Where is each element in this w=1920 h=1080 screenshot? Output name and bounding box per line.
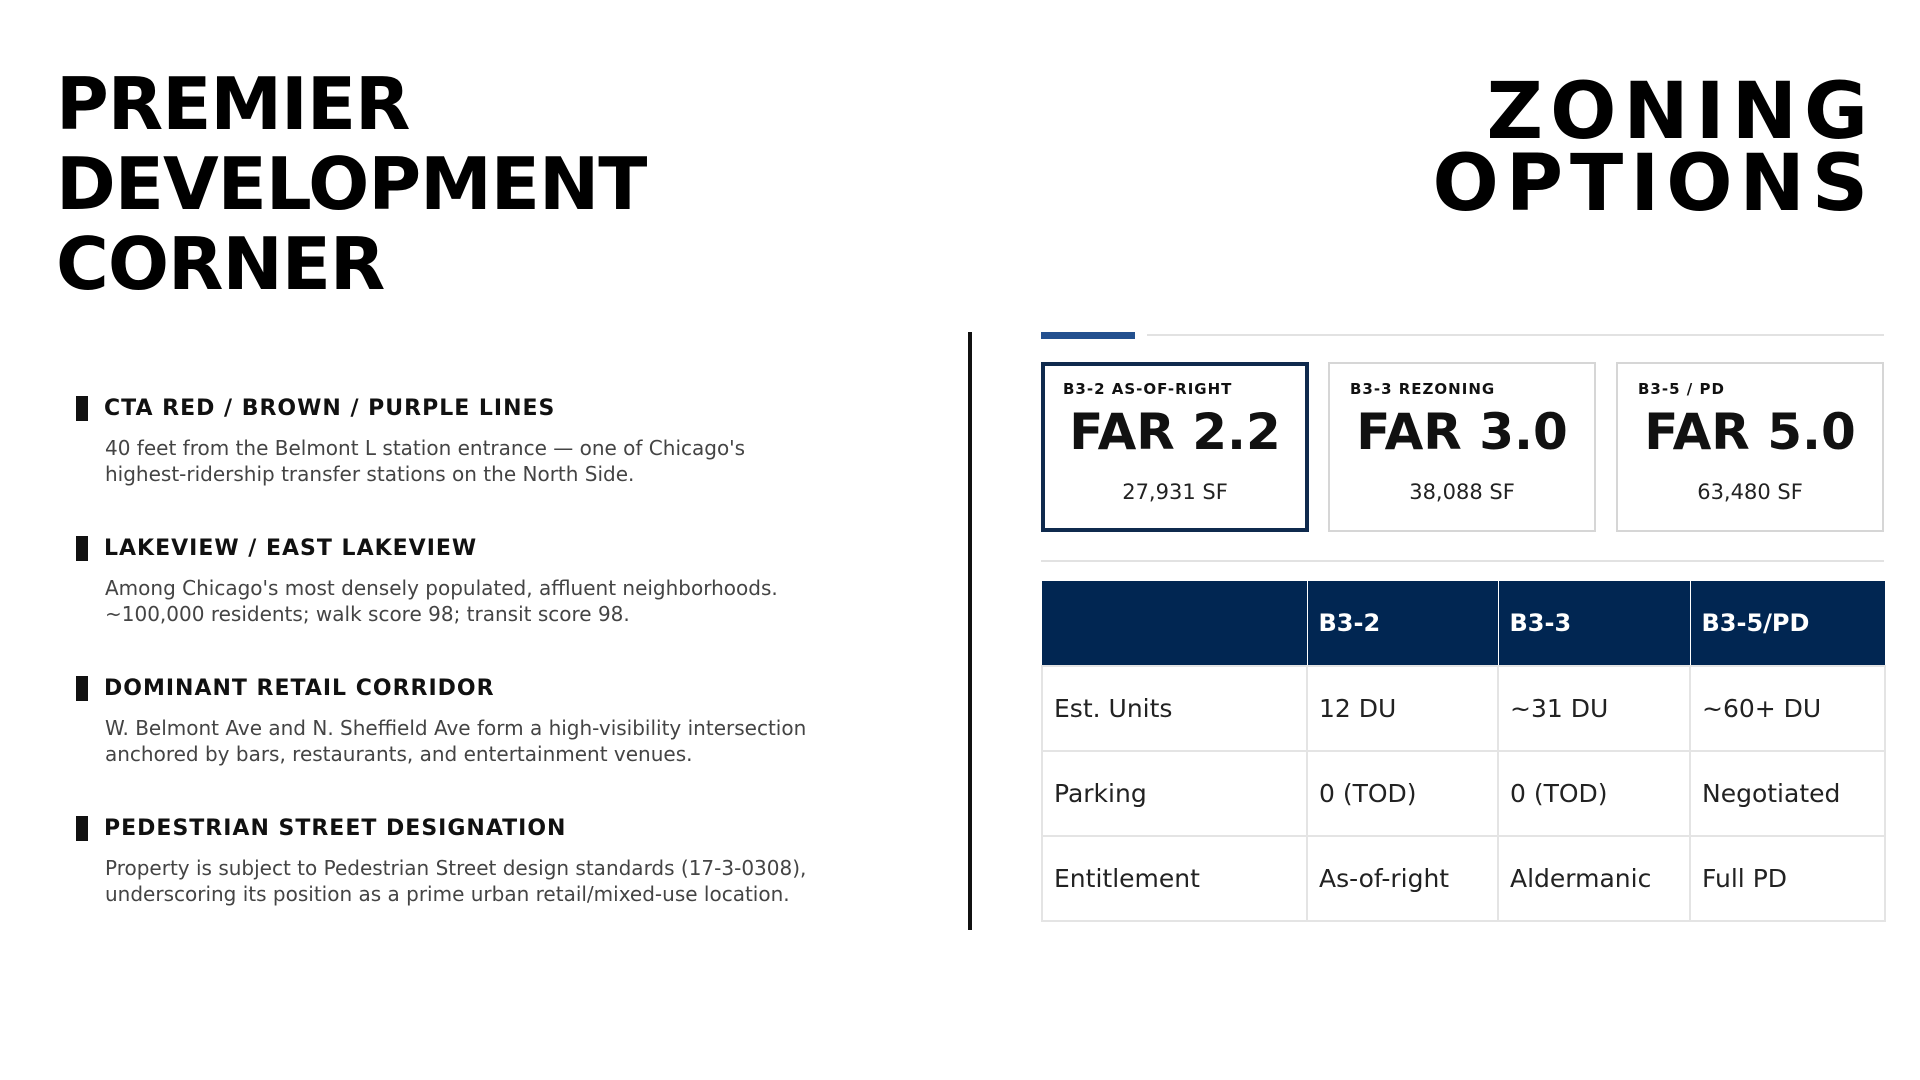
table-cell: Negotiated: [1690, 751, 1885, 836]
zoning-card-area: 38,088 SF: [1409, 480, 1515, 504]
section-title-line: ZONING: [1486, 67, 1875, 157]
zoning-card-label: B3-3 REZONING: [1350, 380, 1496, 398]
divider-line: [1041, 560, 1884, 562]
table-row-label: Parking: [1042, 751, 1307, 836]
feature-description-line: Among Chicago's most densely populated, affluent neighborhoods.: [105, 576, 778, 600]
feature-description: [105, 715, 936, 767]
feature-bullet-bar: [76, 396, 88, 421]
feature-header: [76, 533, 936, 563]
table-cell: 12 DU: [1307, 666, 1498, 751]
table-header-row: [1042, 581, 1885, 666]
feature-heading: LAKEVIEW / EAST LAKEVIEW: [104, 535, 478, 561]
table-cell: 0 (TOD): [1307, 751, 1498, 836]
table-row: [1042, 666, 1885, 751]
table-cell: Aldermanic: [1498, 836, 1690, 921]
table-cell: ~31 DU: [1498, 666, 1690, 751]
page-title-line: DEVELOPMENT: [56, 142, 647, 226]
feature-item: [76, 533, 936, 673]
feature-heading: DOMINANT RETAIL CORRIDOR: [104, 675, 495, 701]
feature-description: [105, 855, 936, 907]
feature-description-line: Property is subject to Pedestrian Street design standards (17-3-0308),: [105, 856, 807, 880]
feature-heading: PEDESTRIAN STREET DESIGNATION: [104, 815, 567, 841]
feature-item: [76, 673, 936, 813]
table-header-cell: B3-5/PD: [1690, 581, 1885, 666]
section-title-line: OPTIONS: [1432, 139, 1875, 229]
table-cell: As-of-right: [1307, 836, 1498, 921]
zoning-card-label: B3-2 AS-OF-RIGHT: [1063, 380, 1233, 398]
zoning-card-b3-2[interactable]: [1041, 362, 1309, 532]
page-title-line: PREMIER: [56, 62, 410, 146]
table-header-cell: B3-3: [1498, 581, 1690, 666]
section-title: [1432, 67, 1875, 229]
table-row: [1042, 836, 1885, 921]
feature-description-line: underscoring its position as a prime urban retail/mixed-use location.: [105, 882, 790, 906]
zoning-card-area: 63,480 SF: [1697, 480, 1803, 504]
feature-description-line: anchored by bars, restaurants, and entertainment venues.: [105, 742, 693, 766]
feature-item: [76, 813, 936, 953]
zoning-card-label: B3-5 / PD: [1638, 380, 1725, 398]
feature-description: [105, 435, 936, 487]
page-title: [56, 64, 646, 304]
feature-description-line: W. Belmont Ave and N. Sheffield Ave form a high-visibility intersection: [105, 716, 807, 740]
table-cell: ~60+ DU: [1690, 666, 1885, 751]
table-header-cell: [1042, 581, 1307, 666]
accent-rule: [1041, 332, 1135, 339]
zoning-card-far: FAR 5.0: [1644, 403, 1856, 461]
divider-line: [1147, 334, 1884, 336]
feature-bullet-bar: [76, 676, 88, 701]
table-cell: 0 (TOD): [1498, 751, 1690, 836]
feature-description: [105, 575, 936, 627]
table-row-label: Est. Units: [1042, 666, 1307, 751]
vertical-divider: [968, 332, 972, 930]
feature-item: [76, 393, 936, 533]
zoning-card-far: FAR 3.0: [1356, 403, 1568, 461]
feature-description-line: highest-ridership transfer stations on the North Side.: [105, 462, 635, 486]
table-cell: Full PD: [1690, 836, 1885, 921]
feature-description-line: 40 feet from the Belmont L station entrance — one of Chicago's: [105, 436, 746, 460]
feature-heading: CTA RED / BROWN / PURPLE LINES: [104, 395, 556, 421]
feature-header: [76, 813, 936, 843]
feature-header: [76, 393, 936, 423]
zoning-card-far: FAR 2.2: [1069, 403, 1281, 461]
table-row-label: Entitlement: [1042, 836, 1307, 921]
feature-header: [76, 673, 936, 703]
zoning-card-b3-5-pd[interactable]: [1616, 362, 1884, 532]
page-title-line: CORNER: [56, 222, 385, 306]
zoning-card-area: 27,931 SF: [1122, 480, 1228, 504]
feature-list: [76, 393, 936, 953]
zoning-comparison-table: [1041, 581, 1886, 922]
table-row: [1042, 751, 1885, 836]
feature-bullet-bar: [76, 816, 88, 841]
table-header-cell: B3-2: [1307, 581, 1498, 666]
feature-bullet-bar: [76, 536, 88, 561]
feature-description-line: ~100,000 residents; walk score 98; transit score 98.: [105, 602, 630, 626]
zoning-card-b3-3[interactable]: [1328, 362, 1596, 532]
zoning-option-cards: [1041, 362, 1884, 536]
